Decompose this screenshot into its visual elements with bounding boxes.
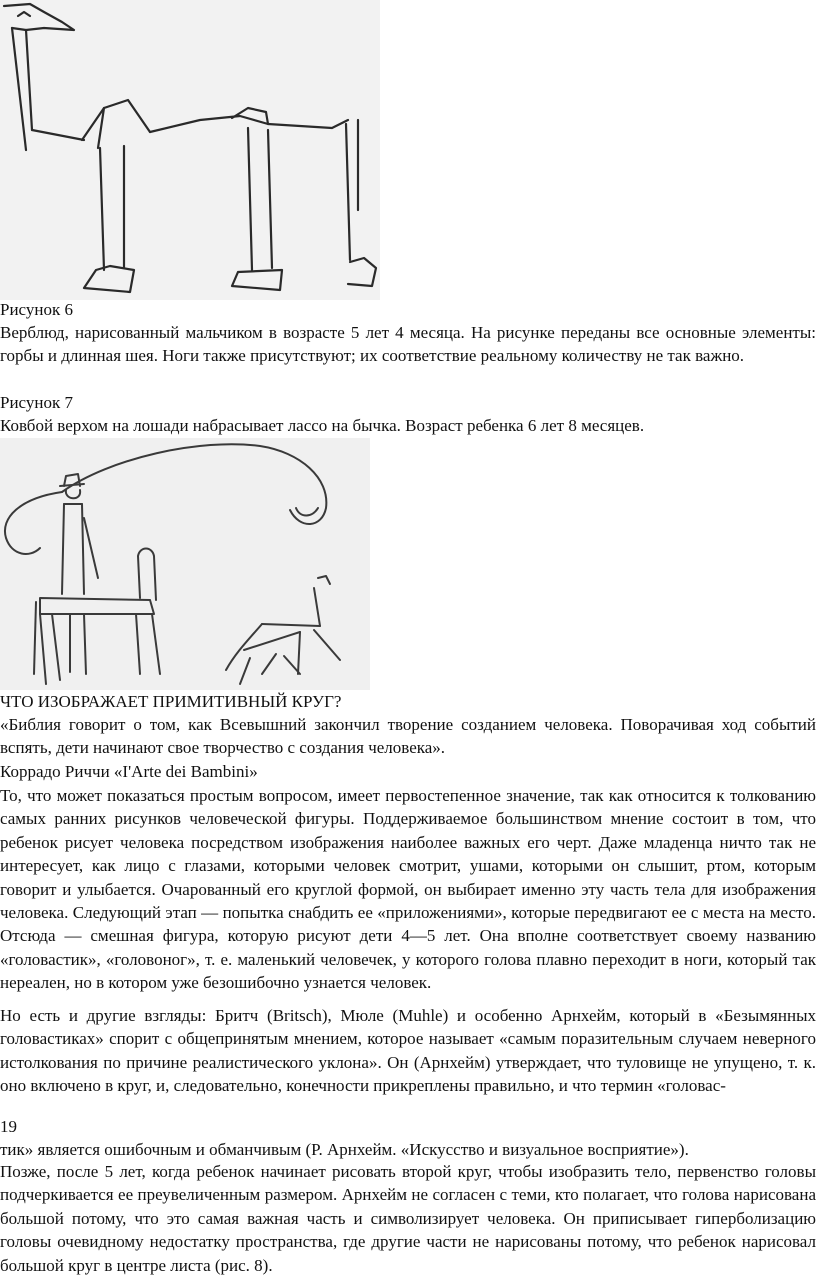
figure-7-caption: Рисунок 7	[0, 393, 73, 412]
cowboy-drawing-figure	[0, 438, 370, 690]
body-paragraph-4: Позже, после 5 лет, когда ребенок начинает рисовать второй круг, чтобы изобразить тело, первенство головы подчеркивается ее преувеличенным размером. Арнхейм не согласен с теми, кто полагает, что голова нарисована большой потому, что это самая важная часть и символизирует человека. Он приписывает гиперболизацию головы очевидному недостатку пространства, где другие части не нарисованы потому, что ребенок нарисовал большой круг в центре листа (рис. 8).	[0, 1162, 816, 1275]
section-heading: ЧТО ИЗОБРАЖАЕТ ПРИМИТИВНЫЙ КРУГ?	[0, 692, 342, 711]
figure-7-description: Ковбой верхом на лошади набрасывает лассо на бычка. Возраст ребенка 6 лет 8 месяцев.	[0, 416, 645, 435]
cowboy-drawing	[0, 438, 370, 690]
figure-6-caption: Рисунок 6	[0, 300, 73, 319]
page-number: 19	[0, 1117, 17, 1136]
figure-6-description: Верблюд, нарисованный мальчиком в возрасте 5 лет 4 месяца. На рисунке переданы все основные элементы: горбы и длинная шея. Ноги также присутствуют; их соответствие реальному количеству не так важно.	[0, 323, 816, 366]
epigraph: «Библия говорит о том, как Всевышний закончил творение созданием человека. Поворачивая ход событий вспять, дети начинают свое творчество с создания человека».	[0, 715, 816, 758]
body-paragraph-2: Но есть и другие взгляды: Бритч (Britsch), Мюле (Muhle) и особенно Арнхейм, который в «Безымянных головастиках» спорит с общепринятым мнением, которое называет «самым поразительным случаем неверного истолкования по причине реалистического уклона». Он (Арнхейм) утверждает, что туловище не упущено, т. к. оно включено в круг, и, следовательно, конечности прикреплены правильно, и что термин «головас-	[0, 1006, 816, 1096]
body-paragraph-1: То, что может показаться простым вопросом, имеет первостепенное значение, так как относится к толкованию самых ранних рисунков человеческой фигуры. Поддерживаемое большинством мнение состоит в том, что ребенок рисует человека посредством изображения наиболее важных его черт. Даже младенца ничто так не интересует, как лицо с глазами, которыми человек смотрит, ушами, которыми он слышит, ртом, которым говорит и улыбается. Очарованный его круглой формой, он выбирает именно эту часть тела для изображения человека. Следующий этап — попытка снабдить ее «приложениями», которые передвигают ее с места на место. Отсюда — смешная фигура, которую рисуют дети 4—5 лет. Она вполне соответствует своему названию «головастик», «головоног», т. е. маленький человечек, у которого голова плавно переходит в ноги, который так нереален, но в котором уже безошибочно узнается человек.	[0, 786, 816, 993]
camel-drawing	[0, 0, 380, 300]
camel-drawing-figure	[0, 0, 380, 300]
epigraph-author: Коррадо Риччи «I'Arte dei Bambini»	[0, 762, 258, 781]
body-paragraph-3: тик» является ошибочным и обманчивым (Р. Арнхейм. «Искусство и визуальное восприятие»).	[0, 1140, 689, 1159]
